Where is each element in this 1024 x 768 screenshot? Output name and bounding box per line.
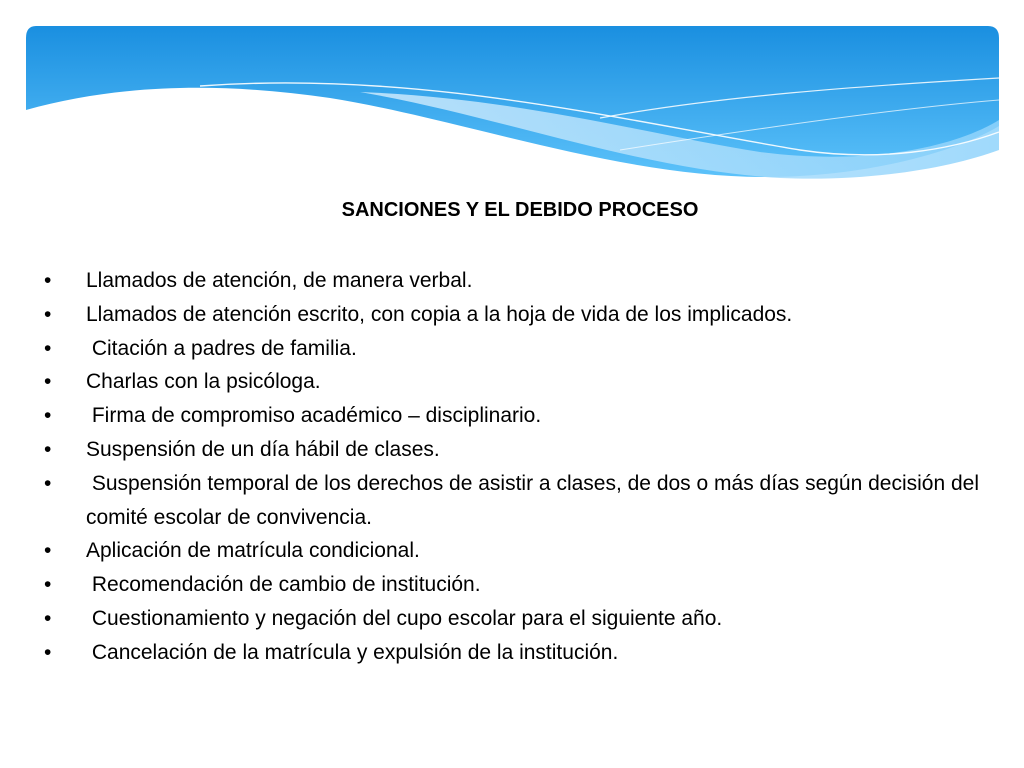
list-item	[44, 534, 1009, 568]
bullet-marker: •	[44, 370, 52, 394]
list-item-text: Recomendación de cambio de institución.	[86, 573, 481, 597]
list-item	[44, 636, 1009, 670]
list-item	[44, 467, 1009, 535]
bullet-marker: •	[44, 573, 52, 597]
list-item	[44, 298, 1009, 332]
bullet-marker: •	[44, 269, 52, 292]
list-item	[44, 399, 1009, 433]
list-item	[44, 332, 1009, 366]
list-item-text: Suspensión de un día hábil de clases.	[86, 437, 440, 461]
list-item	[44, 264, 1009, 298]
list-item-text: Cuestionamiento y negación del cupo escolar para el siguiente año.	[86, 606, 723, 630]
bullet-marker: •	[44, 640, 52, 664]
list-item	[44, 365, 1009, 399]
bullet-marker: •	[44, 606, 52, 630]
list-item	[44, 568, 1009, 602]
list-item	[44, 433, 1009, 467]
bullet-marker: •	[44, 404, 52, 428]
list-item-text: Firma de compromiso académico – disciplinario.	[86, 404, 542, 428]
bullet-marker: •	[44, 471, 52, 495]
list-item-text: Charlas con la psicóloga.	[86, 370, 321, 394]
bullet-marker: •	[44, 302, 52, 326]
bullet-marker: •	[44, 437, 52, 461]
list-item	[44, 602, 1009, 636]
sanctions-list	[44, 264, 1009, 670]
bullet-marker: •	[44, 336, 52, 360]
bullet-marker: •	[44, 539, 52, 563]
list-item-text: Aplicación de matrícula condicional.	[86, 539, 420, 563]
list-item-text: Llamados de atención, de manera verbal.	[86, 269, 473, 292]
decorative-wave-banner	[0, 0, 1024, 200]
list-item-text: Llamados de atención escrito, con copia a la hoja de vida de los implicados.	[86, 302, 793, 326]
list-item-text: Suspensión temporal de los derechos de asistir a clases, de dos o más días según decisión del comité escolar de convivencia.	[86, 471, 985, 529]
list-item-text: Citación a padres de familia.	[86, 336, 357, 360]
list-item-text: Cancelación de la matrícula y expulsión de la institución.	[86, 640, 619, 664]
slide-title: SANCIONES Y EL DEBIDO PROCESO	[341, 199, 699, 221]
